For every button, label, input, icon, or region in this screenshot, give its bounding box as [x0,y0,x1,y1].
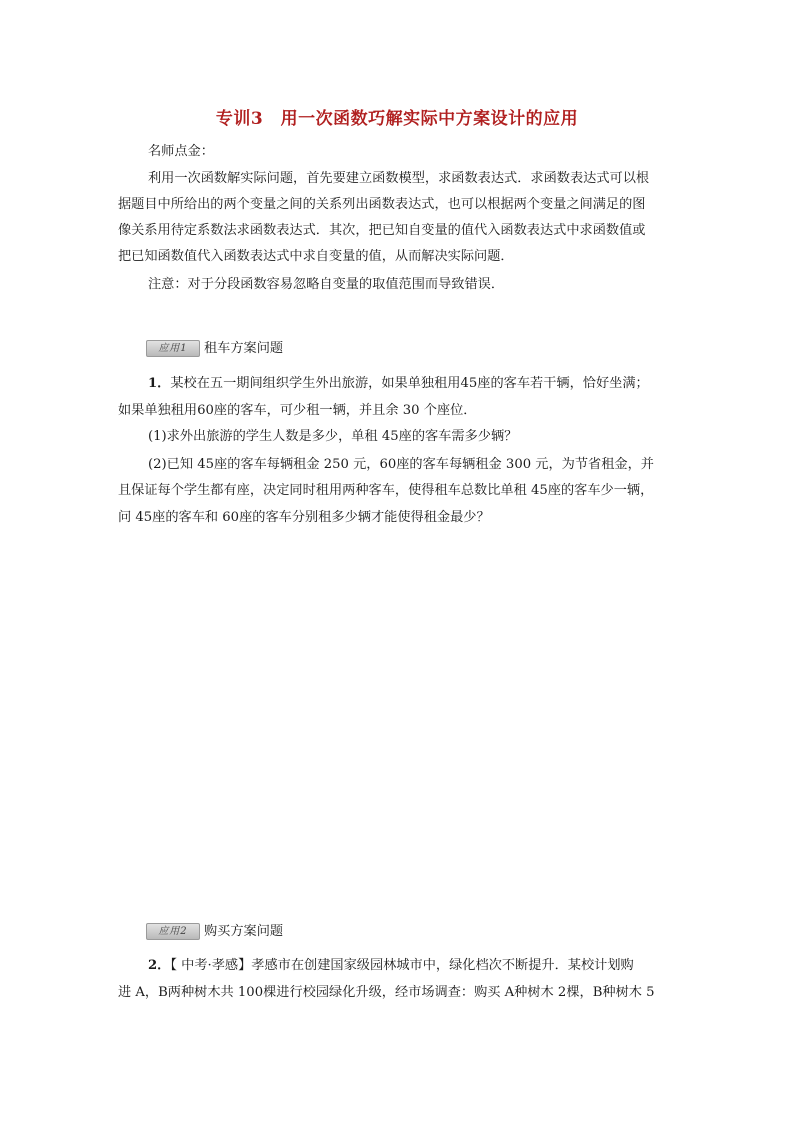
question1-number: 1． [148,376,171,391]
section2-title: 购买方案问题 [204,924,284,939]
question1-line-2: 如果单独租用60座的客车，可少租一辆，并且余 30 个座位． [118,403,477,418]
question2-number: 2． [148,958,171,973]
tips-line-2: 据题目中所给出的两个变量之间的关系列出函数表达式，也可以根据两个变量之间满足的图 [118,197,646,212]
question1-sub1: (1)求外出旅游的学生人数是多少，单租 45座的客车需多少辆？ [148,429,518,444]
question1-sub2-line-2: 且保证每个学生都有座，决定同时租用两种客车，使得租车总数比单租 45座的客车少一辆， [118,483,654,498]
tips-note: 注意：对于分段函数容易忽略自变量的取值范围而导致错误． [148,277,505,292]
tips-line-4: 把已知函数值代入函数表达式中求自变量的值，从而解决实际问题． [118,249,514,264]
question1-sub2-line-1: (2)已知 45座的客车每辆租金 250 元，60座的客车每辆租金 300 元，为节省租金，并 [148,457,654,472]
question1-text-1: 某校在五一期间组织学生外出旅游，如果单独租用45座的客车若干辆，恰好坐满； [170,376,649,391]
page-title: 专训3 用一次函数巧解实际中方案设计的应用 [215,109,579,129]
tips-line-1: 利用一次函数解实际问题，首先要建立函数模型，求函数表达式．求函数表达式可以根 [148,171,650,186]
question2-text-1: 【 中考·孝感】孝感市在创建国家级园林城市中，绿化档次不断提升．某校计划购 [170,958,634,973]
section1-tag: 应用1 [146,340,200,357]
tips-heading: 名师点金： [148,144,214,159]
question2-line-1 [148,957,634,975]
question1-sub2-line-3: 问 45座的客车和 60座的客车分别租多少辆才能使得租金最少？ [118,510,490,525]
section1-title: 租车方案问题 [204,341,284,356]
tips-line-3: 像关系用待定系数法求函数表达式．其次，把已知自变量的值代入函数表达式中求函数值或 [118,223,646,238]
section2-tag: 应用2 [146,923,200,940]
question2-line-2: 进 A，B两种树木共 100棵进行校园绿化升级，经市场调查：购买 A种树木 2棵，B种树木 5 [118,985,655,1000]
question1-line-1 [148,375,649,393]
